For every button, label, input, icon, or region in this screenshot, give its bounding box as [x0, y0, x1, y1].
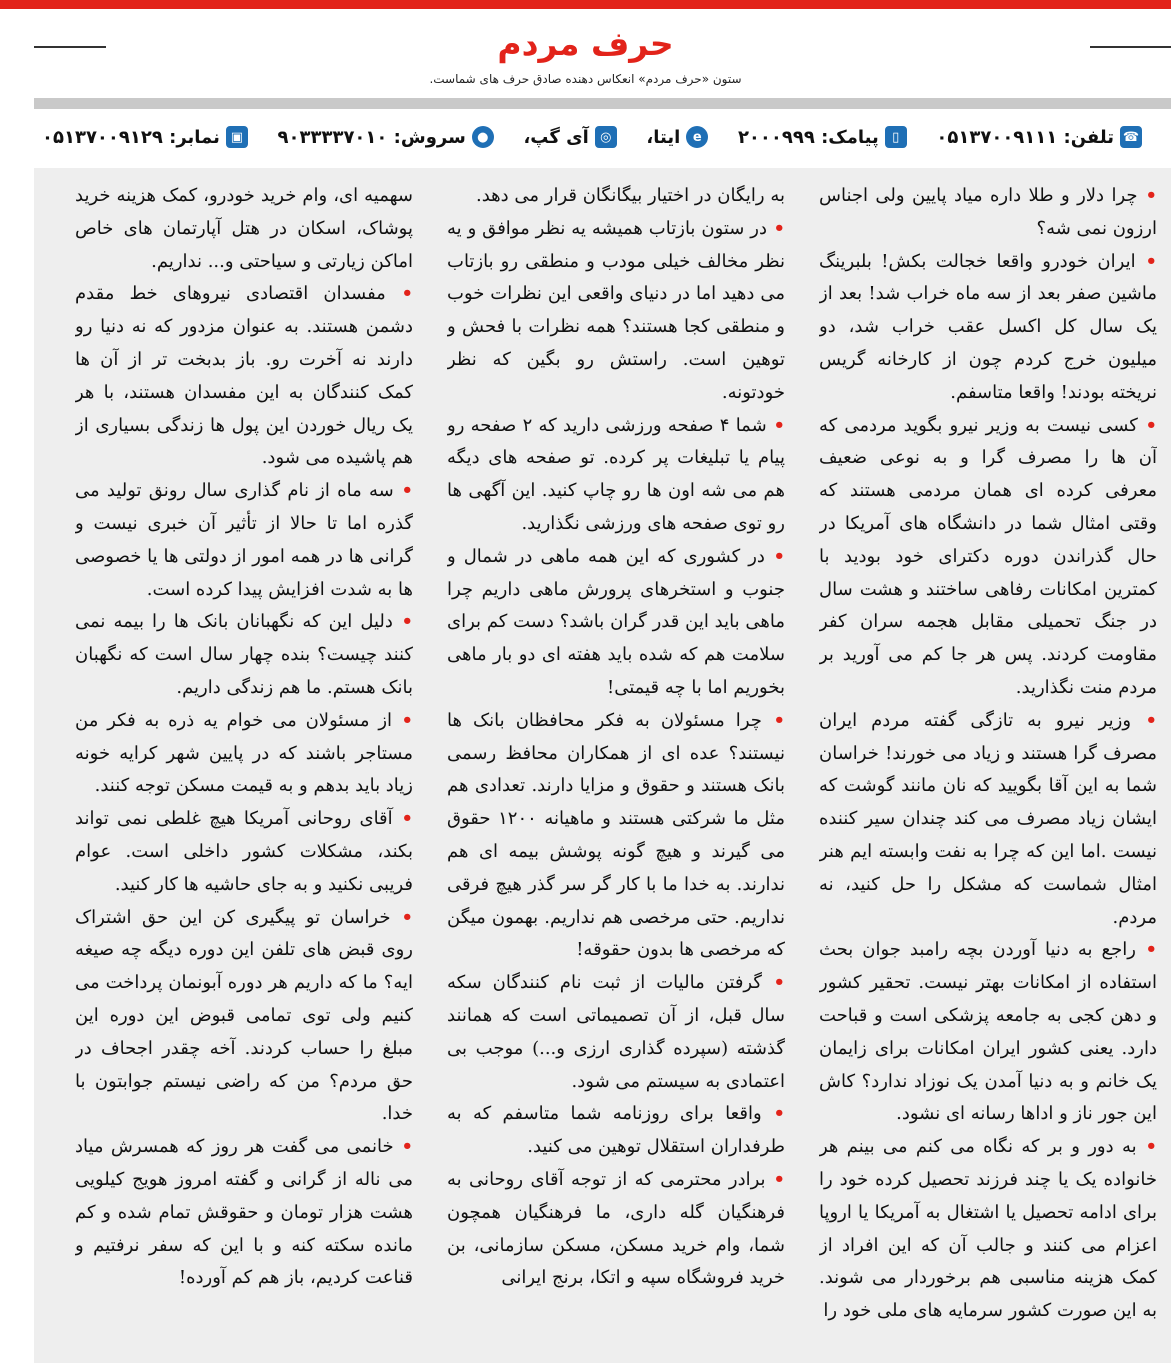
bullet-icon: • — [393, 1136, 413, 1158]
contact-soroush — [278, 126, 494, 148]
message-item: • در کشوری که این همه ماهی در شمال و جنوب و استخرهای پرورش ماهی داریم چرا ماهی باید این قدر گران باشد؟ دست کم برای سلامت هم که شده باید هفته ای دو بار ماهی بخوریم اما با چه قیمتی! — [447, 545, 785, 698]
contact-eitaa — [646, 126, 708, 148]
bullet-icon: • — [1135, 939, 1157, 961]
bullet-icon: • — [766, 414, 785, 436]
message-item: • چرا دلار و طلا داره میاد پایین ولی اجناس ارزون نمی شه؟ — [819, 185, 1157, 239]
message-item: • چرا مسئولان به فکر محافظان بانک ها نیستند؟ عده ای از همکاران محافظ رسمی بانک هستند و حقوق و مزایا دارند. تعدادی هم مثل ما شرکتی هستند و ماهیانه ۱۲۰۰ حقوق می گیرند و هیچ گونه پوشش بیمه ای هم ندارند. به خدا ما با کار گر سر گذر هیچ فرقی نداریم. حتی مرخصی هم نداریم. بهمون میگن که مرخصی ها بدون حقوقه! — [447, 709, 785, 961]
bullet-icon: • — [761, 972, 785, 994]
contact-eitaa-text: ایتا، — [646, 126, 681, 148]
page-title: حرف مردم — [497, 24, 674, 63]
mobile-icon: ▯ — [885, 126, 907, 148]
message-continuation: سهمیه ای، وام خرید خودرو، کمک هزینه خرید پوشاک، اسکان در هتل آپارتمان های خاص اماکن زیارتی و سیاحتی و... نداریم. — [75, 185, 413, 272]
top-red-bar — [0, 0, 1171, 9]
fax-icon: ▣ — [226, 126, 248, 148]
column-left — [75, 180, 413, 1355]
message-item: • خانمی می گفت هر روز که همسرش میاد می ناله از گرانی و گفته امروز هویج کیلویی هشت هزار تومان و حقوقش تمام شده و کم مانده سکته کنه و با این که سفر نرفتیم و قناعت کردیم، باز هم کم آورده! — [75, 1136, 413, 1289]
bullet-icon: • — [1131, 709, 1157, 731]
contact-igap — [523, 126, 616, 148]
bullet-icon: • — [1137, 185, 1157, 206]
bullet-icon: • — [392, 611, 413, 633]
message-item: • وزیر نیرو به تازگی گفته مردم ایران مصرف گرا هستند و زیاد می خورند! خراسان شما به این آقا بگویید که نان مانند گوشت که ایشان زیاد مصرف می کند چندان سیر کننده نیست .اما این که چرا به نفت وابسته ایم هنر امثال شماست که مشکل را حل کنید، نه مردم. — [819, 709, 1157, 928]
column-middle — [447, 180, 785, 1355]
contact-sms — [738, 126, 907, 148]
contact-sms-text: پیامک: ۲۰۰۰۹۹۹ — [737, 126, 879, 148]
message-continuation: به رایگان در اختیار بیگانگان قرار می دهد. — [475, 185, 785, 206]
bullet-icon: • — [761, 709, 785, 731]
message-item: • سه ماه از نام گذاری سال رونق تولید می گذره اما تا حالا از تأثیر آن خبری نیست و گرانی ها در همه امور از دولتی ها یا خصوصی ها به شدت افزایش پیدا کرده است. — [75, 480, 413, 600]
message-item: • مفسدان اقتصادی نیروهای خط مقدم دشمن هستند. به عنوان مزدور که نه دنیا رو دارند نه آخرت رو. باز بدبخت تر از آن ها کمک کنندگان به این مفسدان هستند، با هر یک ریال خوردن این پول ها زندگی بسیاری از هم پاشیده می شود. — [75, 283, 413, 469]
contact-phone — [936, 126, 1142, 148]
bullet-icon: • — [767, 217, 785, 239]
message-item: • در ستون بازتاب همیشه یه نظر موافق و یه نظر مخالف خیلی مودب و منطقی رو بازتاب می دهید اما در دنیای واقعی این نظرات خوب و منطقی کجا هستند؟ همه نظرات با فحش و توهین است. راستش رو بگین که نظر خودتونه. — [447, 217, 785, 403]
bullet-icon: • — [392, 808, 413, 830]
bullet-icon: • — [392, 709, 413, 731]
message-item: • راجع به دنیا آوردن بچه رامبد جوان بحث استفاده از امکانات بهتر نیست. تحقیر کشور و دهن کجی به جامعه پزشکی است و قباحت دارد. یعنی کشور ایران امکانات برای زایمان یک خانم و به دنیا آمدن یک نوزاد ندارد؟ کاش این جور ناز و اداها رسانه ای نشود. — [819, 939, 1157, 1125]
bullet-icon: • — [764, 545, 785, 567]
bullet-icon: • — [765, 1168, 785, 1190]
page-subtitle: ستون «حرف مردم» انعکاس دهنده صادق حرف های شماست. — [429, 72, 742, 86]
message-item: • گرفتن مالیات از ثبت نام کنندگان سکه سال قبل، از آن تصمیماتی است که همانند گذشته (سپرده گذاری ارزی و...) موجب بی اعتمادی به سیستم می شود. — [447, 972, 785, 1092]
contact-phone-text: تلفن: ۰۵۱۳۷۰۰۹۱۱۱ — [936, 126, 1114, 148]
message-item: • به دور و بر که نگاه می کنم می بینم هر خانواده یک یا چند فرزند تحصیل کرده خود را برای ادامه تحصیل یا اشتغال به آمریکا یا اروپا اعزام می کنند و جالب آن که این افراد از کمک هزینه مناسبی هم برخوردار می شوند. به این صورت کشور سرمایه های ملی خود را — [819, 1136, 1157, 1322]
message-item: • آقای روحانی آمریکا هیچ غلطی نمی تواند بکند، مشکلات کشور داخلی است. عوام فریبی نکنید و به جای حاشیه ها کار کنید. — [75, 808, 413, 895]
message-item: • ایران خودرو واقعا خجالت بکش! بلبرینگ ماشین صفر بعد از سه ماه خراب شد! بعد از یک سال کل اکسل عقب خراب شد، دو میلیون خرج کردم چون از کارخانه گریس نریخته بودند! واقعا متاسفم. — [819, 250, 1157, 403]
contact-igap-text: آی گپ، — [523, 126, 589, 148]
header-divider — [34, 98, 1171, 109]
bullet-icon: • — [385, 283, 413, 305]
message-item: • کسی نیست به وزیر نیرو بگوید مردمی که آن ها را مصرف گرا و به نوعی ضعیف معرفی کرده ای همان مردمی هستند که وقتی امثال شما در دانشگاه های آمریکا در حال گذراندن دوره دکترای خود بودید با کمترین امکانات رفاهی ساختند و هشت سال در جنگ تحمیلی مقابل هجمه سران کفر مقاومت کردند. پس هر جا کم می آورید بر مردم منت نگذارید. — [819, 414, 1157, 698]
column-right — [819, 180, 1157, 1355]
bullet-icon: • — [390, 906, 413, 928]
contact-fax — [42, 126, 248, 148]
message-item: • خراسان تو پیگیری کن این حق اشتراک روی قبض های تلفن این دوره دیگه چه صیغه ایه؟ ما که داریم هر دوره آبونمان پرداخت می کنیم ولی توی تمامی قبوض این دوره این مبلغ را حساب کردند. آخه چقدر اجحاف در حق مردم؟ من که راضی نیستم جوابتون با خدا. — [75, 906, 413, 1125]
bullet-icon: • — [1135, 250, 1157, 272]
phone-icon: ☎ — [1120, 126, 1142, 148]
content-area — [34, 168, 1171, 1363]
message-item: • دلیل این که نگهبانان بانک ها را بیمه نمی کنند چیست؟ بنده چهار سال است که نگهبان بانک هستم. ما هم زندگی داریم. — [75, 611, 413, 698]
message-item: • از مسئولان می خوام یه ذره به فکر من مستاجر باشند که در پایین شهر کرایه خونه زیاد باید بدهم و به قیمت مسکن توجه کنند. — [75, 709, 413, 797]
contact-soroush-text: سروش: ۹۰۳۳۳۳۷۰۱۰ — [277, 126, 466, 148]
message-item: • برادر محترمی که از توجه آقای روحانی به فرهنگیان گله داری، ما فرهنگیان همچون شما، وام خرید مسکن، مسکن سازمانی، بن خرید فروشگاه سپه و اتکا، برنج ایرانی — [447, 1168, 785, 1289]
bullet-icon: • — [1137, 414, 1157, 436]
soroush-icon: ● — [472, 126, 494, 148]
contact-fax-text: نمابر: ۰۵۱۳۷۰۰۹۱۲۹ — [42, 126, 220, 148]
bullet-icon: • — [393, 480, 413, 502]
bullet-icon: • — [761, 1103, 785, 1125]
eitaa-icon: e — [686, 126, 708, 148]
igap-icon: ◎ — [595, 126, 617, 148]
message-item: • شما ۴ صفحه ورزشی دارید که ۲ صفحه رو پیام یا تبلیغات پر کرده. تو صفحه های دیگه هم می شه اون ها رو چاپ کنید. این آگهی ها رو توی صفحه های ورزشی نگذارید. — [447, 414, 785, 534]
bullet-icon: • — [1136, 1136, 1157, 1158]
contact-bar — [34, 120, 1150, 154]
message-item: • واقعا برای روزنامه شما متاسفم که به طرفداران استقلال توهین می کنید. — [447, 1103, 785, 1158]
